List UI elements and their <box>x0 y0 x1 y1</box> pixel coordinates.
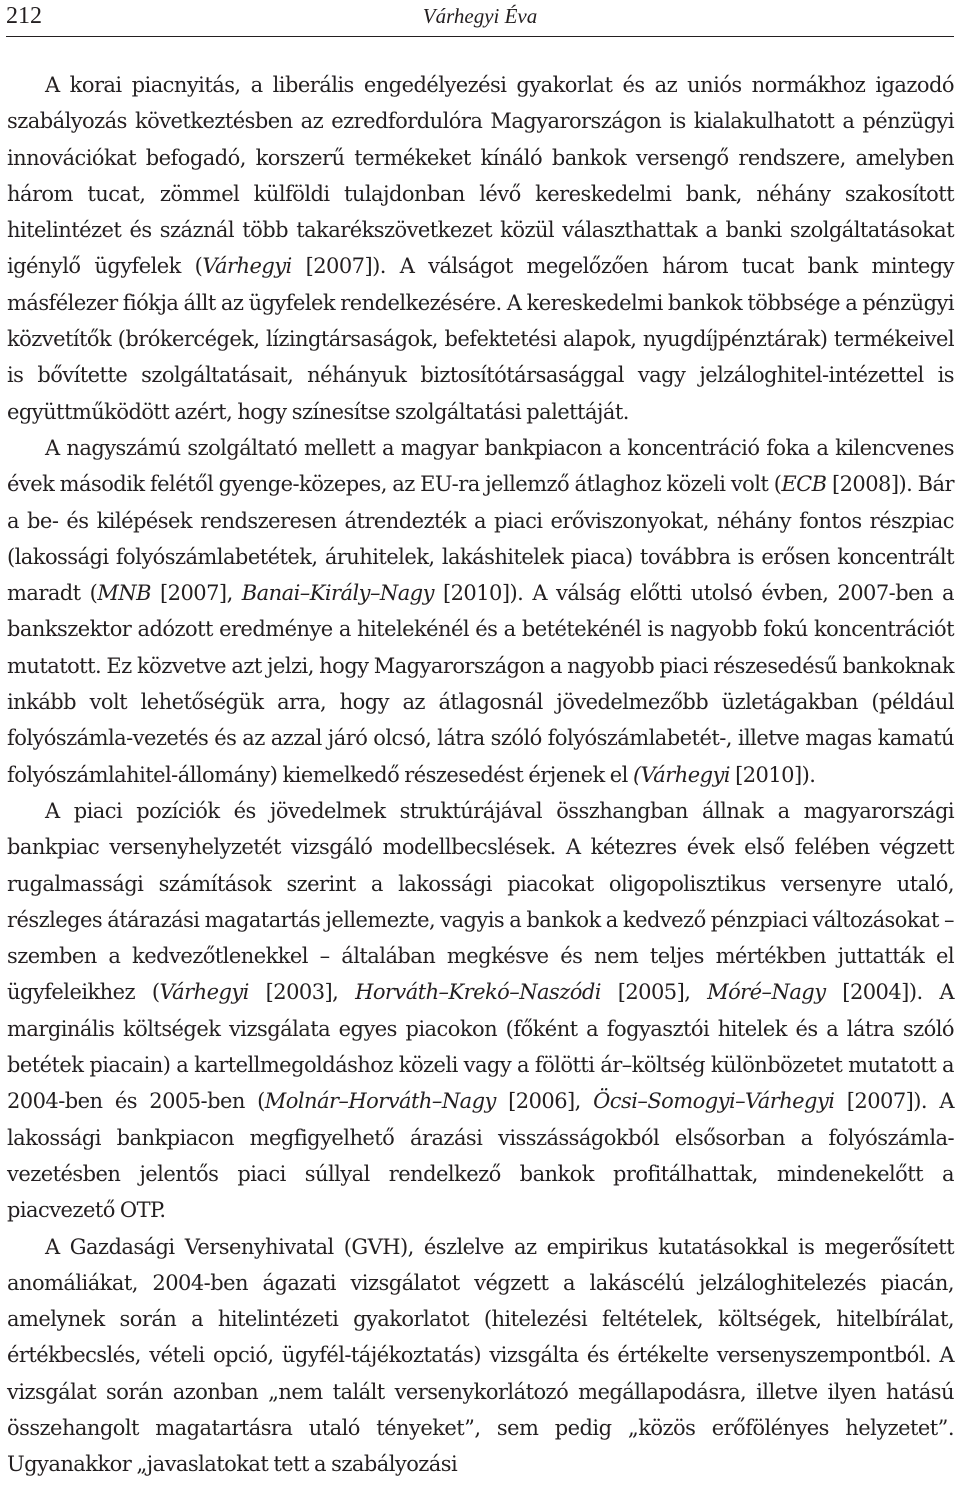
page-header <box>6 0 954 37</box>
italic-citation: Várhegyi <box>159 980 249 1005</box>
paragraph <box>7 67 954 430</box>
italic-citation: Horváth–Krekó–Naszódi <box>355 980 601 1005</box>
italic-citation: (Várhegyi <box>632 762 730 787</box>
italic-citation: Molnár–Horváth–Nagy <box>264 1089 496 1114</box>
italic-citation: Öcsi–Somogyi–Várhegyi <box>593 1089 835 1114</box>
text-run: [2010]). A válság előtti utolsó évben, 2007-ben a bankszektor adózott eredménye a hitelekénél és a betétekénél is nagyobb fokú koncentrációt mutatott. Ez közvetve azt jelzi, hogy Magyarországon a nagyobb piaci részesedésű bankoknak inkább volt lehetőségük arra, hogy az átlagosnál jövedelmezőbb üzletágakban (például folyószámla-vezetés és az azzal járó olcsó, látra szóló folyószámlabetét-, illetve magas kamatú folyószámlahitel-állomány) kiemelkedő részesedést érjenek el <box>7 581 955 787</box>
text-run: [2007]). A válságot megelőzően három tucat bank mintegy másfélezer fiókja állt az ügyfelek rendelkezésére. A kereskedelmi bankok többsége a pénzügyi közvetítők (brókercégek, lízingtársaságok, befektetési alapok, nyugdíjpénztárak) termékeivel is bővítette szolgáltatásait, néhányuk biztosítótársasággal vagy jelzáloghitel-intézettel is együttműködött azért, hogy színesítse szolgáltatási palettáját. <box>7 254 955 424</box>
paragraph <box>7 430 954 793</box>
text-run: A korai piacnyitás, a liberális engedélyezési gyakorlat és az uniós normákhoz igazodó szabályozás következtésben az ezredfordulóra Magyarországon is kialakulhatott a pénzügyi innovációkat befogadó, korszerű termékeket kínáló bankok versengő rendszere, amelyben három tucat, zömmel külföldi tulajdonban lévő kereskedelmi bank, néhány szakosított hitelintézet és száznál több takarékszövetkezet közül választhattak a banki szolgáltatásokat igénylő ügyfelek ( <box>7 73 954 279</box>
text-run: [2007], <box>150 581 242 606</box>
text-run: [2006], <box>495 1089 594 1114</box>
running-head: Várhegyi Éva <box>422 4 538 28</box>
paragraph <box>7 1229 954 1483</box>
text-run: [2004]). A marginális költségek vizsgálata egyes piacokon (főként a fogyasztói hitelek és a látra szóló betétek piacain) a kartellmegoldáshoz közeli vagy a fölötti ár–költség különbözetet mutatott a 2004-ben és 2005-ben ( <box>7 980 954 1114</box>
text-run: [2010]). <box>729 762 816 787</box>
page-number: 212 <box>6 3 42 29</box>
body-text <box>7 67 954 1483</box>
text-run: [2008]). Bár a be- és kilépések rendszeresen átrendezték a piaci erőviszonyokat, néhány fontos részpiac (lakossági folyószámlabetétek, áruhitelek, lakáshitelek piaca) továbbra is erősen koncentrált maradt ( <box>7 472 954 606</box>
text-run: [2005], <box>600 980 708 1005</box>
italic-citation: MNB <box>97 581 151 606</box>
italic-citation: Móré–Nagy <box>707 980 826 1005</box>
text-run: A piaci pozíciók és jövedelmek struktúrájával összhangban állnak a magyarországi bankpiac versenyhelyzetét vizsgáló modellbecslések. A kétezres évek első felében végzett rugalmassági számítások szerint a lakossági piacokat oligopolisztikus versenyre utaló, részleges átárazási magatartás jellemezte, vagyis a bankok a kedvező pénzpiaci változásokat – szemben a kedvezőtlenekkel – általában megkésve és nem teljes mértékben juttatták el ügyfeleikhez ( <box>7 798 954 1005</box>
italic-citation: Banai–Király–Nagy <box>241 581 434 606</box>
text-run: A Gazdasági Versenyhivatal (GVH), észlelve az empirikus kutatásokkal is megerősített anomáliákat, 2004-ben ágazati vizsgálatot végzett a lakáscélú jelzáloghitelezés piacán, amelynek során a hitelintézeti gyakorlatot (hitelezési feltételek, költségek, hitelbírálat, értékbecslés, vételi opció, ügyfél-tájékoztatás) vizsgálta és értékelte versenyszempontból. A vizsgálat során azonban „nem talált versenykorlátozó megállapodásra, illetve ilyen hatású összehangolt magatartásra utaló tényeket”, sem pedig „közös erőfölényes helyzetet”. Ugyanakkor „javaslatokat tett a szabályozási <box>7 1234 954 1477</box>
text-run: A nagyszámú szolgáltató mellett a magyar bankpiacon a koncentráció foka a kilencvenes évek második felétől gyenge-közepes, az EU-ra jellemző átlaghoz közeli volt ( <box>7 435 954 497</box>
text-run: [2003], <box>248 980 356 1005</box>
paragraph <box>7 793 954 1229</box>
text-run: [2007]). A lakossági bankpiacon megfigyelhető árazási visszásságokból elsősorban a folyószámla-vezetésben jelentős piaci súllyal rendelkező bankok profitálhattak, mindenekelőtt a piacvezető OTP. <box>7 1089 954 1223</box>
italic-citation: Várhegyi <box>202 254 292 279</box>
italic-citation: ECB <box>781 472 827 497</box>
